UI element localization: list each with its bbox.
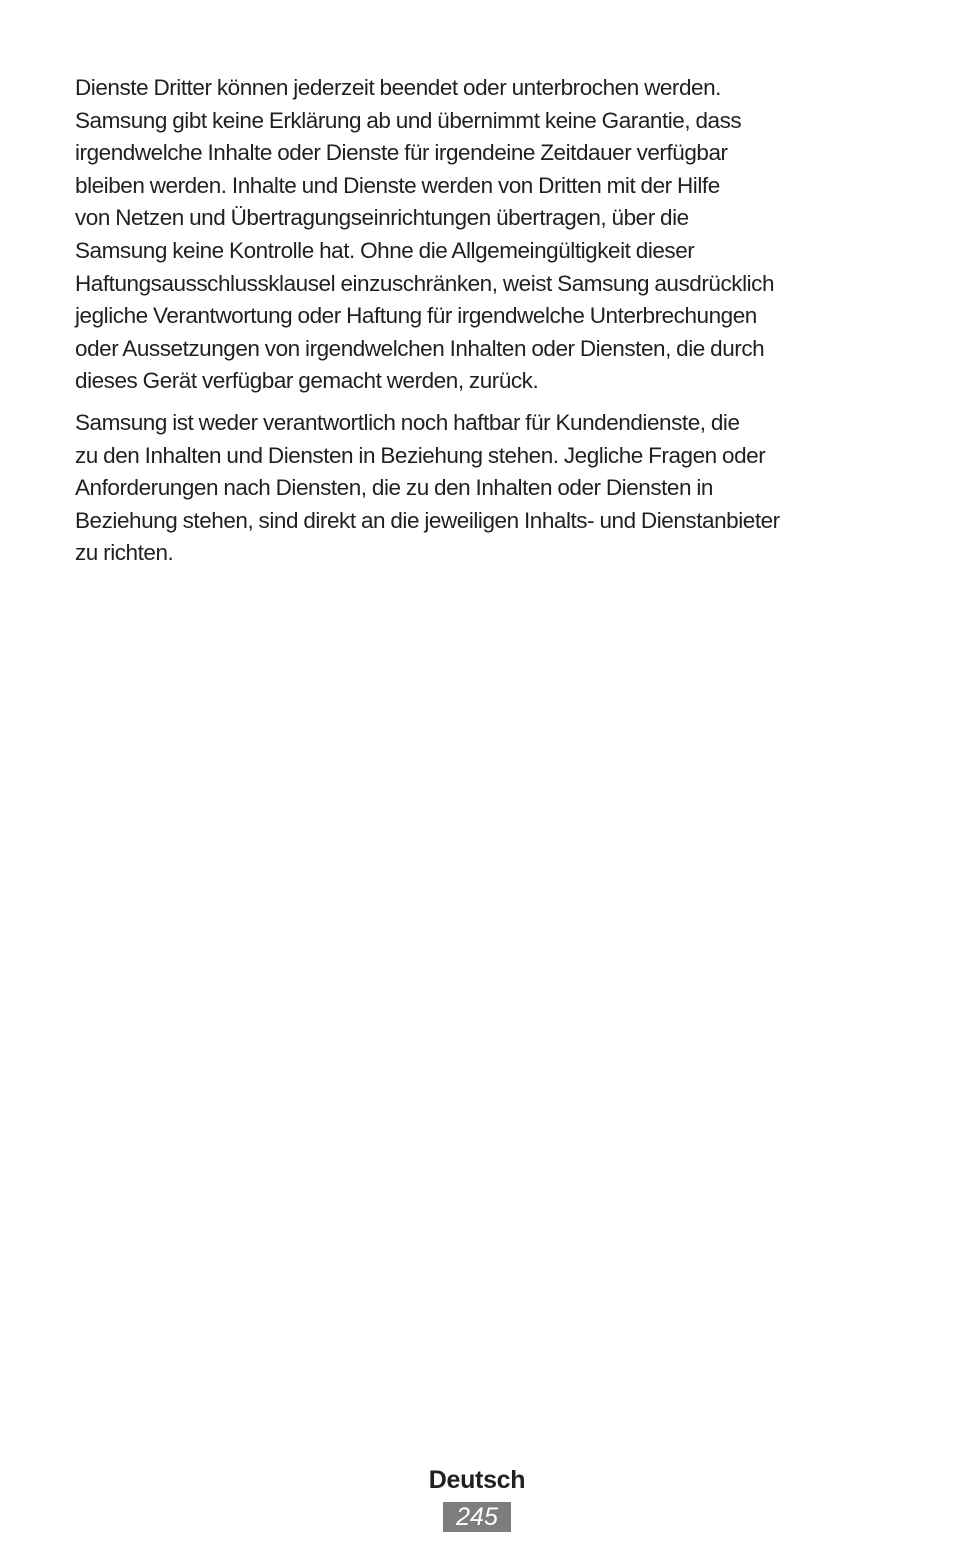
text-line: von Netzen und Übertragungseinrichtungen übertragen, über die [75,205,689,231]
text-line: bleiben werden. Inhalte und Dienste werden von Dritten mit der Hilfe [75,172,720,198]
document-body [75,72,875,579]
text-line: Haftungsausschlussklausel einzuschränken, weist Samsung ausdrücklich [75,270,775,296]
text-line: oder Aussetzungen von irgendwelchen Inhalten oder Diensten, die durch [75,335,765,361]
text-line: dieses Gerät verfügbar gemacht werden, zurück. [75,368,539,394]
page-number-badge: 245 [443,1502,511,1532]
text-line: Dienste Dritter können jederzeit beendet oder unterbrochen werden. [75,75,721,100]
text-line: zu richten. [75,540,174,566]
paragraph-third-party-services [75,72,875,398]
text-line: jegliche Verantwortung oder Haftung für irgendwelche Unterbrechungen [75,303,757,329]
text-line: Beziehung stehen, sind direkt an die jeweiligen Inhalts- und Dienstanbieter [75,507,780,533]
paragraph-customer-service [75,407,875,570]
text-line: Anforderungen nach Diensten, die zu den Inhalten oder Diensten in [75,475,713,501]
text-line: irgendwelche Inhalte oder Dienste für irgendeine Zeitdauer verfügbar [75,140,728,166]
text-line: Samsung ist weder verantwortlich noch haftbar für Kundendienste, die [75,409,740,435]
text-line: Samsung keine Kontrolle hat. Ohne die Allgemeingültigkeit dieser [75,237,695,263]
text-line: Samsung gibt keine Erklärung ab und übernimmt keine Garantie, dass [75,107,742,133]
text-line: zu den Inhalten und Diensten in Beziehung stehen. Jegliche Fragen oder [75,442,766,468]
footer-language-label: Deutsch [428,1466,526,1494]
page-footer [0,1462,954,1532]
